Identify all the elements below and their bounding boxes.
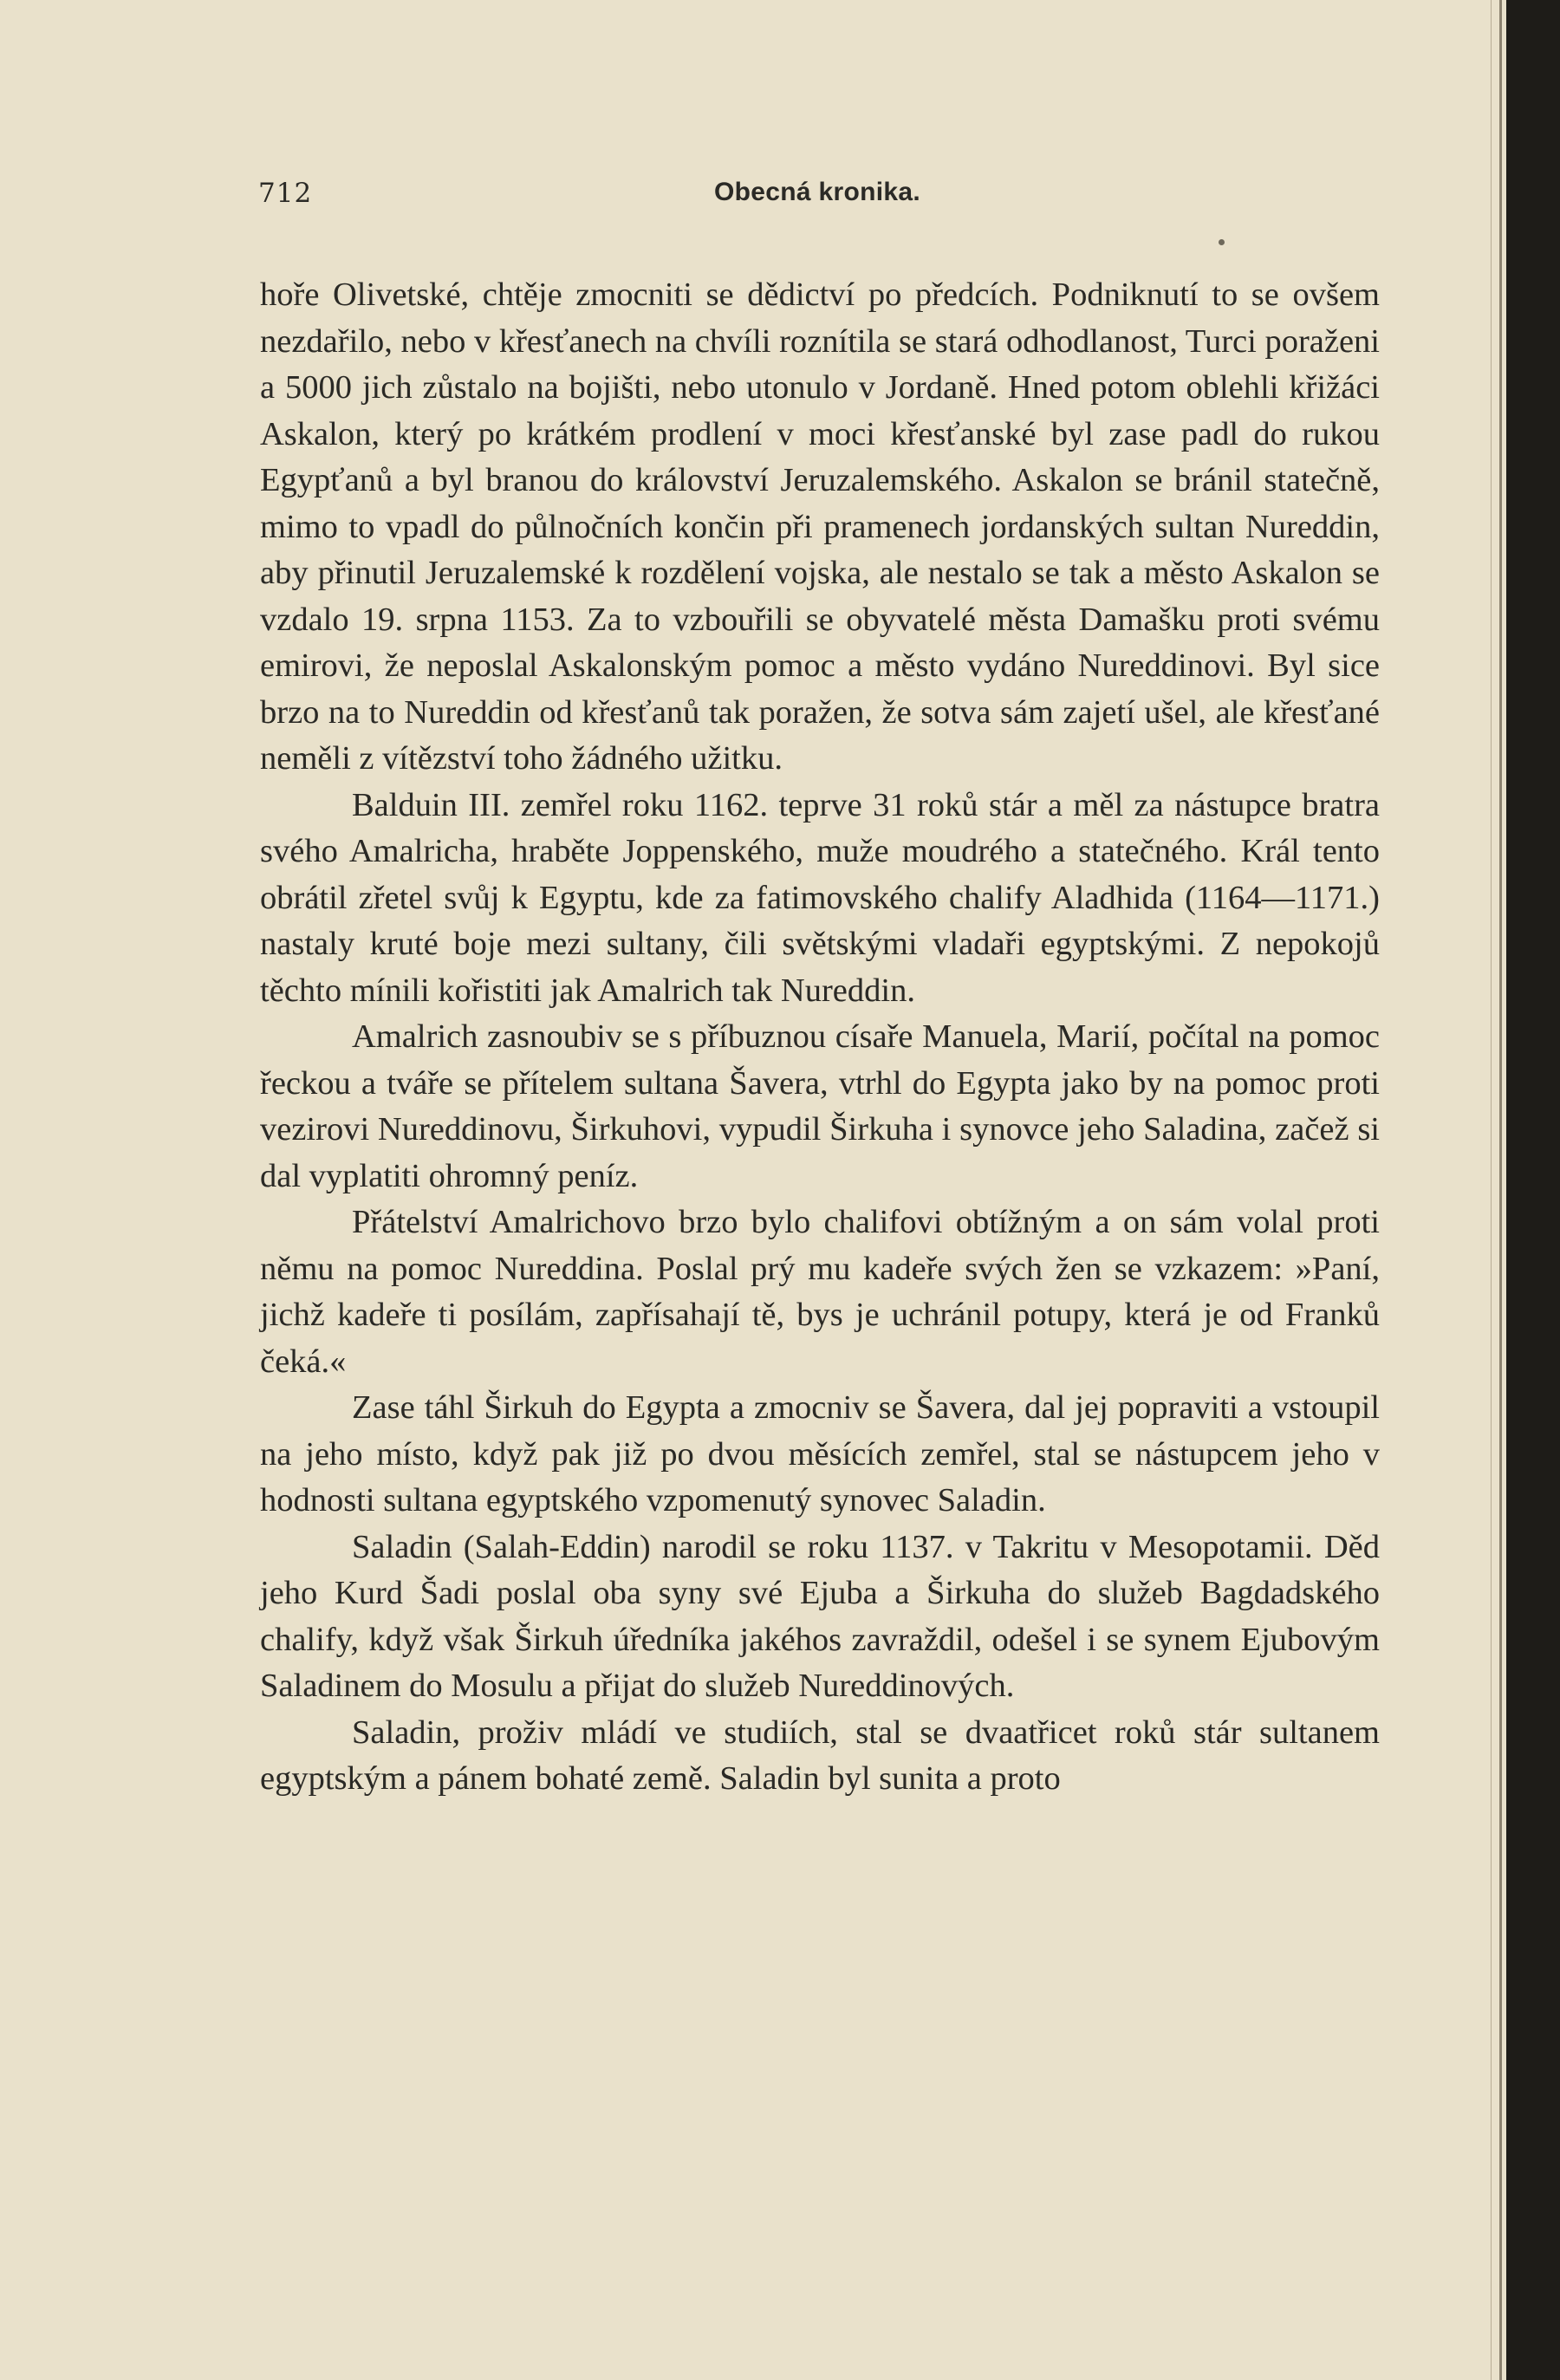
paragraph: hoře Olivetské, chtěje zmocniti se dědictví po předcích. Podniknutí to se ovšem nezdařilo, nebo v křesťanech na chvíli roznítila se stará odhodlanost, Turci poraženi a 5000 jich zůstalo na bojišti, nebo utonulo v Jordaně. Hned potom oblehli křižáci Askalon, který po krátkém prodlení v moci křesťanské byl zase padl do rukou Egypťanů a byl branou do království Jeruzalemského. Askalon se bránil statečně, mimo to vpadl do půlnočních končin při pramenech jordanských sultan Nureddin, aby přinutil Jeruzalemské k rozdělení vojska, ale nestalo se tak a město Askalon se vzdalo 19. srpna 1153. Za to vzbouřili se obyvatelé města Damašku proti svému emirovi, že neposlal Askalonským pomoc a město vydáno Nureddinovi. Byl sice brzo na to Nureddin od křesťanů tak poražen, že sotva sám zajetí ušel, ale křesťané neměli z vítězství toho žádného užitku. — [260, 276, 1380, 777]
page-number: 712 — [258, 178, 313, 209]
paragraph: Balduin III. zemřel roku 1162. teprve 31 roků stár a měl za nástupce bratra svého Amalricha, hraběte Joppenského, muže moudrého a statečného. Král tento obrátil zřetel svůj k Egyptu, kde za fatimovského chalify Aladhida (1164—1171.) nastaly kruté boje mezi sultany, čili světskými vladaři egyptskými. Z nepokojů těchto mínili kořistiti jak Amalrich tak Nureddin. — [260, 786, 1380, 1009]
scan-edge-shadow — [1506, 0, 1560, 2380]
body-text — [260, 272, 1380, 1803]
running-head: Obecná kronika. — [714, 178, 920, 206]
page-header — [258, 178, 1376, 221]
page-edge-line-inner — [1491, 0, 1492, 2380]
paragraph: Přátelství Amalrichovo brzo bylo chalifovi obtížným a on sám volal proti němu na pomoc Nureddina. Poslal prý mu kadeře svých žen se vzkazem: »Paní, jichž kadeře ti posílám, zapřísahají tě, bys je uchránil potupy, která je od Franků čeká.« — [260, 1204, 1380, 1380]
paragraph: Saladin (Salah-Eddin) narodil se roku 1137. v Takritu v Mesopotamii. Děd jeho Kurd Šadi poslal oba syny své Ejuba a Širkuha do služeb Bagdadského chalify, když však Širkuh úředníka jakéhos zavraždil, odešel i se synem Ejubovým Saladinem do Mosulu a přijat do služeb Nureddinových. — [260, 1528, 1380, 1704]
paragraph: Saladin, proživ mládí ve studiích, stal se dvaatřicet roků stár sultanem egyptským a pánem bohaté země. Saladin byl sunita a proto — [260, 1713, 1380, 1797]
paragraph: Amalrich zasnoubiv se s příbuznou císaře Manuela, Marií, počítal na pomoc řeckou a tváře se přítelem sultana Šavera, vtrhl do Egypta jako by na pomoc proti vezirovi Nureddinovu, Širkuhovi, vypudil Širkuha i synovce jeho Saladina, začež si dal vyplatiti ohromný peníz. — [260, 1018, 1380, 1194]
page-edge-line — [1499, 0, 1502, 2380]
paragraph: Zase táhl Širkuh do Egypta a zmocniv se Šavera, dal jej popraviti a vstoupil na jeho místo, když pak již po dvou měsících zemřel, stal se nástupcem jeho v hodnosti sultana egyptského vzpomenutý synovec Saladin. — [260, 1389, 1380, 1518]
ink-speck — [1219, 239, 1225, 245]
